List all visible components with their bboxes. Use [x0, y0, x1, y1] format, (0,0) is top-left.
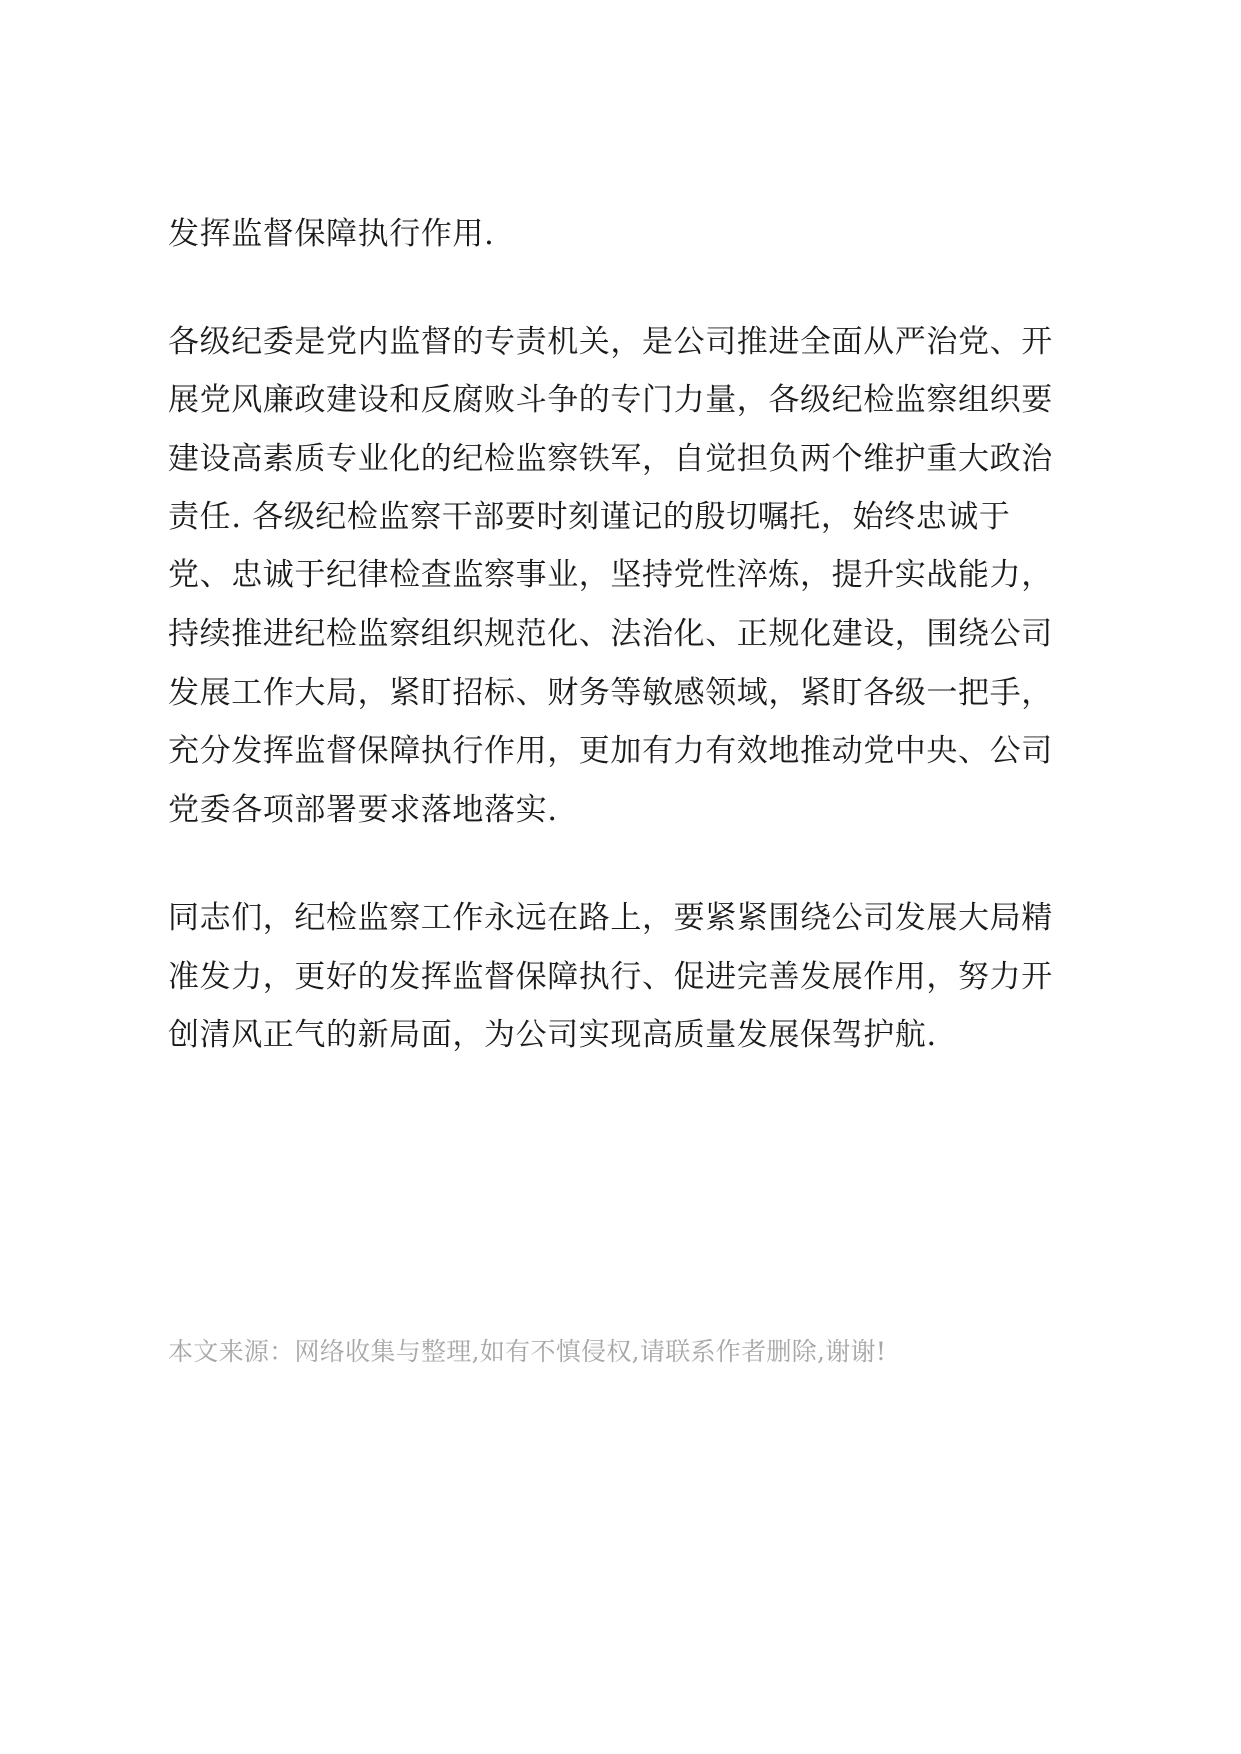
source-note: 本文来源：网络收集与整理,如有不慎侵权,请联系作者删除,谢谢!: [168, 1337, 887, 1366]
paragraph-1-line-1: 发挥监督保障执行作用.: [168, 216, 495, 252]
paragraph-2-line-5: 党、忠诚于纪律检查监察事业，坚持党性淬炼，提升实战能力，: [168, 557, 1053, 593]
paragraph-2-line-7: 发展工作大局，紧盯招标、财务等敏感领域，紧盯各级一把手，: [168, 675, 1053, 711]
paragraph-2-line-3: 建设高素质专业化的纪检监察铁军，自觉担负两个维护重大政治: [168, 441, 1053, 477]
paragraph-3-line-1: 同志们，纪检监察工作永远在路上，要紧紧围绕公司发展大局精: [168, 900, 1053, 936]
paragraph-3-line-2: 准发力，更好的发挥监督保障执行、促进完善发展作用，努力开: [168, 959, 1053, 995]
paragraph-2-line-4: 责任. 各级纪检监察干部要时刻谨记的殷切嘱托，始终忠诚于: [168, 499, 1011, 535]
paragraph-2-line-9: 党委各项部署要求落地落实.: [168, 792, 558, 828]
paragraph-2-line-1: 各级纪委是党内监督的专责机关，是公司推进全面从严治党、开: [168, 324, 1053, 360]
paragraph-2-line-6: 持续推进纪检监察组织规范化、法治化、正规化建设，围绕公司: [168, 616, 1053, 652]
paragraph-2-line-2: 展党风廉政建设和反腐败斗争的专门力量，各级纪检监察组织要: [168, 382, 1053, 418]
paragraph-3-line-3: 创清风正气的新局面，为公司实现高质量发展保驾护航.: [168, 1017, 937, 1053]
paragraph-2-line-8: 充分发挥监督保障执行作用，更加有力有效地推动党中央、公司: [168, 733, 1053, 769]
